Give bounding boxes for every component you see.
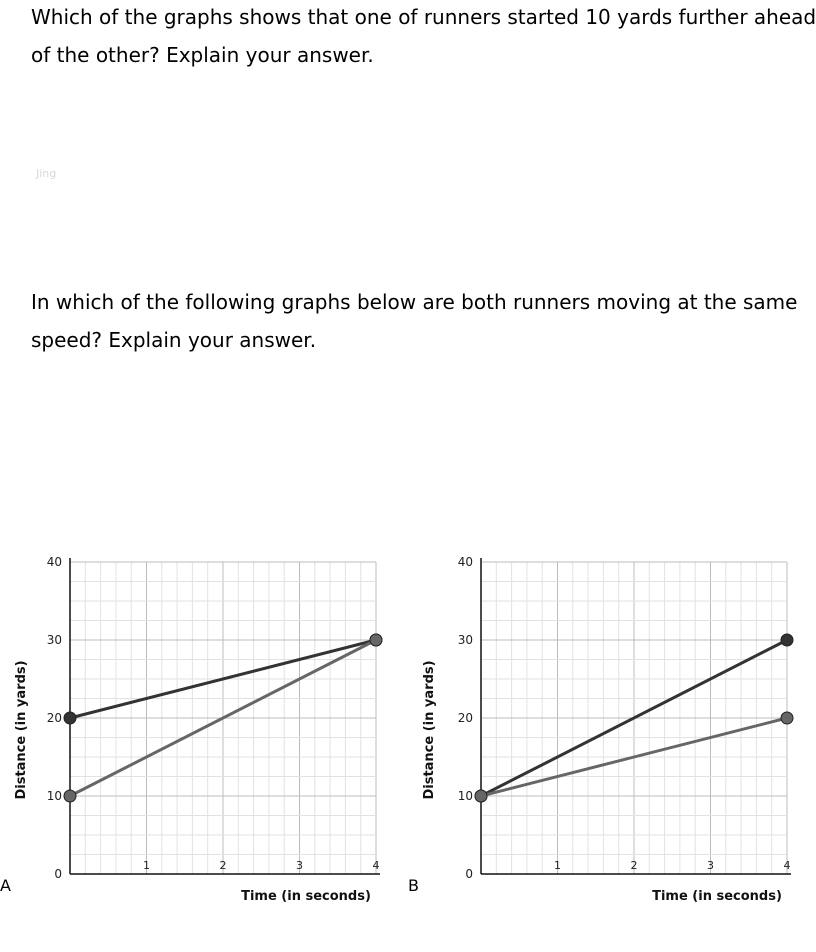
y-tick-label: 10 <box>46 789 62 803</box>
y-tick-label: 0 <box>54 867 62 881</box>
data-point-runner-1 <box>64 712 76 724</box>
graph-b-svg <box>408 540 816 950</box>
x-tick-label: 3 <box>296 859 303 872</box>
data-point-runner-2 <box>475 790 487 802</box>
x-tick-label: 1 <box>143 859 150 872</box>
x-axis-label: Time (in seconds) <box>652 889 782 904</box>
x-tick-label: 3 <box>707 859 714 872</box>
question-2: In which of the following graphs below are both runners moving at the same speed? Explain your answer. <box>31 290 798 352</box>
data-point-runner-2 <box>64 790 76 802</box>
y-tick-label: 10 <box>457 789 473 803</box>
x-tick-label: 2 <box>219 859 227 872</box>
y-tick-label: 20 <box>457 711 473 725</box>
graph-a <box>0 540 410 950</box>
question-1: Which of the graphs shows that one of runners started 10 yards further ahead of the other? Explain your answer. <box>31 5 816 67</box>
y-tick-label: 40 <box>457 555 473 569</box>
graph-a-label: A <box>0 876 11 895</box>
x-tick-label: 2 <box>630 859 638 872</box>
x-tick-label: 4 <box>372 859 380 872</box>
data-point-runner-1 <box>781 634 793 646</box>
x-tick-label: 1 <box>554 859 561 872</box>
graph-a-svg <box>0 540 410 950</box>
x-axis-label: Time (in seconds) <box>241 889 371 904</box>
graph-b <box>408 540 816 950</box>
y-tick-label: 0 <box>465 867 473 881</box>
data-point-runner-2 <box>781 712 793 724</box>
jing-watermark: Jing <box>36 167 57 180</box>
y-axis-label: Distance (in yards) <box>14 660 29 800</box>
y-tick-label: 20 <box>46 711 62 725</box>
y-tick-label: 40 <box>46 555 62 569</box>
x-tick-label: 4 <box>783 859 791 872</box>
y-axis-label: Distance (in yards) <box>422 660 437 800</box>
graph-b-label: B <box>408 876 419 895</box>
y-tick-label: 30 <box>457 633 473 647</box>
y-tick-label: 30 <box>46 633 62 647</box>
data-point-runner-2 <box>370 634 382 646</box>
